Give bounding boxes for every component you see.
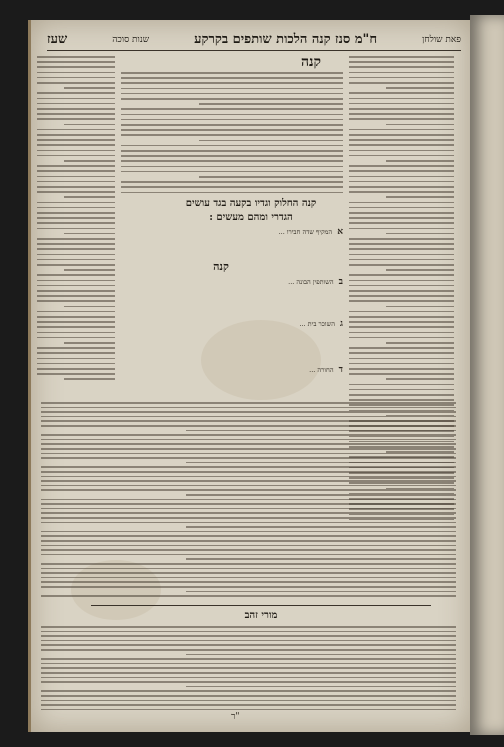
text-line <box>349 389 454 391</box>
text-line <box>37 337 115 339</box>
text-line <box>186 430 456 432</box>
text-line <box>64 342 115 344</box>
text-line <box>121 150 343 152</box>
text-line <box>41 568 456 570</box>
text-line <box>349 254 454 256</box>
text-line <box>349 243 454 245</box>
text-line <box>349 394 454 396</box>
page-number: ר" <box>231 712 240 722</box>
text-line <box>37 108 115 110</box>
text-line <box>386 269 454 271</box>
text-line <box>349 373 454 375</box>
text-line <box>41 407 456 409</box>
text-line <box>37 191 115 193</box>
text-line <box>349 165 454 167</box>
text-line <box>37 373 115 375</box>
text-line <box>386 306 454 308</box>
text-line <box>121 82 343 84</box>
text-line <box>37 248 115 250</box>
text-line <box>41 448 456 450</box>
seif-c: ג השוכר בית ... <box>299 320 343 329</box>
text-line <box>349 103 454 105</box>
text-line <box>41 572 456 574</box>
text-line <box>41 658 456 660</box>
text-line <box>37 254 115 256</box>
text-line <box>349 113 454 115</box>
text-line <box>37 186 115 188</box>
text-line <box>349 82 454 84</box>
text-line <box>41 681 456 683</box>
text-line <box>37 72 115 74</box>
text-line <box>37 61 115 63</box>
text-line <box>121 114 343 116</box>
text-line <box>37 222 115 224</box>
lower-rule <box>91 605 431 606</box>
text-line <box>37 92 115 94</box>
text-line <box>349 259 454 261</box>
text-line <box>37 77 115 79</box>
text-line <box>41 595 456 597</box>
text-line <box>386 342 454 344</box>
header-right: פאת שולחן <box>422 34 461 45</box>
text-line <box>349 326 454 328</box>
text-line <box>37 316 115 318</box>
text-line <box>121 108 343 110</box>
text-line <box>41 512 456 514</box>
text-line <box>349 150 454 152</box>
text-line <box>64 124 115 126</box>
chapter-subheading: הגדרי ומהם מעשים : <box>209 212 293 223</box>
text-line <box>37 134 115 136</box>
text-line <box>349 311 454 313</box>
text-line <box>41 549 456 551</box>
text-line <box>37 150 115 152</box>
text-line <box>349 202 454 204</box>
text-line <box>349 186 454 188</box>
text-line <box>121 155 343 157</box>
text-line <box>41 577 456 579</box>
text-line <box>349 238 454 240</box>
text-line <box>121 166 343 168</box>
text-line <box>41 476 456 478</box>
text-line <box>41 485 456 487</box>
text-line <box>64 87 115 89</box>
text-line <box>349 368 454 370</box>
text-line <box>349 155 454 157</box>
text-line <box>386 160 454 162</box>
text-line <box>37 285 115 287</box>
text-line <box>186 654 456 656</box>
text-line <box>37 144 115 146</box>
header-center: ח"מ סנז קנה הלכות שותפים בקרקע <box>194 32 378 47</box>
text-line <box>41 626 456 628</box>
text-line <box>37 264 115 266</box>
text-line <box>41 508 456 510</box>
text-line <box>41 709 456 711</box>
text-line <box>64 196 115 198</box>
text-line <box>64 378 115 380</box>
text-line <box>349 347 454 349</box>
header-left: שעז <box>47 32 68 47</box>
text-line <box>37 228 115 230</box>
text-line <box>349 61 454 63</box>
text-line <box>41 672 456 674</box>
text-line <box>37 165 115 167</box>
text-line <box>349 274 454 276</box>
text-line <box>186 558 456 560</box>
text-line <box>37 181 115 183</box>
text-line <box>37 321 115 323</box>
text-line <box>349 285 454 287</box>
text-line <box>121 145 343 147</box>
text-line <box>121 124 343 126</box>
text-line <box>349 321 454 323</box>
text-line <box>386 124 454 126</box>
text-line <box>41 402 456 404</box>
facing-page-edge <box>470 15 504 735</box>
text-line <box>349 207 454 209</box>
text-line <box>41 631 456 633</box>
chapter-heading: קנה החלוק וגדיו בקעה בגד עושים <box>185 198 317 209</box>
text-line <box>121 119 343 121</box>
text-line <box>349 295 454 297</box>
text-line <box>37 347 115 349</box>
section-heading-2: קנה <box>213 260 229 273</box>
text-line <box>386 378 454 380</box>
text-line <box>349 363 454 365</box>
text-line <box>41 411 456 413</box>
text-line <box>41 489 456 491</box>
text-line <box>349 176 454 178</box>
text-line <box>37 207 115 209</box>
text-line <box>41 471 456 473</box>
text-line <box>41 517 456 519</box>
text-line <box>41 586 456 588</box>
text-line <box>41 677 456 679</box>
text-line <box>121 72 343 74</box>
text-line <box>349 280 454 282</box>
text-line <box>349 300 454 302</box>
section-heading: קנה <box>300 54 322 70</box>
text-line <box>64 306 115 308</box>
text-line <box>349 248 454 250</box>
text-line <box>41 563 456 565</box>
text-line <box>199 103 343 105</box>
text-line <box>37 280 115 282</box>
text-line <box>37 290 115 292</box>
text-line <box>37 274 115 276</box>
text-line <box>64 269 115 271</box>
book-page <box>28 20 471 732</box>
text-line <box>349 181 454 183</box>
text-line <box>37 98 115 100</box>
text-line <box>199 140 343 142</box>
text-line <box>121 77 343 79</box>
text-line <box>37 363 115 365</box>
text-line <box>37 170 115 172</box>
text-line <box>37 139 115 141</box>
header-small: שנות סוכה <box>112 34 150 45</box>
text-line <box>41 425 456 427</box>
text-line <box>349 144 454 146</box>
header-rule <box>47 50 461 51</box>
text-line <box>386 196 454 198</box>
text-line <box>349 77 454 79</box>
text-line <box>186 462 456 464</box>
text-line <box>41 663 456 665</box>
text-line <box>37 311 115 313</box>
text-line <box>186 494 456 496</box>
text-line <box>37 155 115 157</box>
text-line <box>41 503 456 505</box>
text-line <box>41 690 456 692</box>
text-line <box>41 480 456 482</box>
text-line <box>349 222 454 224</box>
text-line <box>37 368 115 370</box>
text-line <box>37 259 115 261</box>
text-line <box>349 290 454 292</box>
text-line <box>41 581 456 583</box>
text-line <box>121 129 343 131</box>
text-line <box>41 649 456 651</box>
text-line <box>349 228 454 230</box>
text-line <box>186 591 456 593</box>
text-line <box>121 98 343 100</box>
text-line <box>386 87 454 89</box>
text-line <box>349 264 454 266</box>
text-line <box>37 238 115 240</box>
commentary-lower <box>41 400 456 600</box>
text-line <box>64 160 115 162</box>
text-line <box>121 93 343 95</box>
text-line <box>349 332 454 334</box>
commentary-center <box>121 70 343 195</box>
text-line <box>64 233 115 235</box>
seif-d: ד החורה ... <box>309 366 343 375</box>
text-line <box>37 82 115 84</box>
commentary-left <box>37 54 115 384</box>
text-line <box>37 352 115 354</box>
text-line <box>41 416 456 418</box>
text-line <box>121 160 343 162</box>
text-line <box>41 434 456 436</box>
seif-a: א המקיף שדה חבירו ... <box>278 228 343 237</box>
text-line <box>349 134 454 136</box>
text-line <box>37 113 115 115</box>
text-line <box>349 118 454 120</box>
text-line <box>41 695 456 697</box>
text-line <box>37 295 115 297</box>
text-line <box>41 704 456 706</box>
bottom-heading: מורי זהב <box>244 610 278 621</box>
text-line <box>349 139 454 141</box>
text-line <box>349 129 454 131</box>
text-line <box>41 466 456 468</box>
text-line <box>349 316 454 318</box>
seif-b: ב השותפין הבונה ... <box>288 278 343 287</box>
text-line <box>41 635 456 637</box>
text-line <box>37 332 115 334</box>
text-line <box>37 212 115 214</box>
text-line <box>37 66 115 68</box>
text-line <box>121 181 343 183</box>
text-line <box>41 420 456 422</box>
text-line <box>41 457 456 459</box>
text-line <box>121 134 343 136</box>
text-line <box>37 129 115 131</box>
text-line <box>121 171 343 173</box>
paper-stain <box>201 320 321 400</box>
text-line <box>349 212 454 214</box>
text-line <box>41 640 456 642</box>
text-line <box>186 526 456 528</box>
text-line <box>349 92 454 94</box>
text-line <box>37 217 115 219</box>
text-line <box>41 644 456 646</box>
text-line <box>349 56 454 58</box>
text-line <box>41 453 456 455</box>
text-line <box>386 233 454 235</box>
text-line <box>349 337 454 339</box>
text-line <box>121 88 343 90</box>
text-line <box>41 554 456 556</box>
text-line <box>349 358 454 360</box>
text-line <box>41 439 456 441</box>
text-line <box>41 531 456 533</box>
text-line <box>41 499 456 501</box>
text-line <box>349 352 454 354</box>
text-line <box>186 686 456 688</box>
text-line <box>349 98 454 100</box>
text-line <box>37 103 115 105</box>
text-line <box>41 443 456 445</box>
text-line <box>349 72 454 74</box>
commentary-bottom <box>41 624 456 714</box>
text-line <box>349 191 454 193</box>
text-line <box>41 522 456 524</box>
text-line <box>37 326 115 328</box>
text-line <box>349 217 454 219</box>
text-line <box>37 243 115 245</box>
text-line <box>349 170 454 172</box>
text-line <box>37 202 115 204</box>
text-line <box>199 176 343 178</box>
text-line <box>121 192 343 194</box>
text-line <box>41 540 456 542</box>
text-line <box>41 700 456 702</box>
text-line <box>37 118 115 120</box>
text-line <box>41 535 456 537</box>
running-head <box>47 30 461 48</box>
text-line <box>41 667 456 669</box>
text-line <box>41 545 456 547</box>
text-line <box>349 108 454 110</box>
text-line <box>349 66 454 68</box>
text-line <box>37 300 115 302</box>
text-line <box>349 384 454 386</box>
text-line <box>37 56 115 58</box>
text-line <box>121 186 343 188</box>
text-line <box>37 358 115 360</box>
text-line <box>37 176 115 178</box>
